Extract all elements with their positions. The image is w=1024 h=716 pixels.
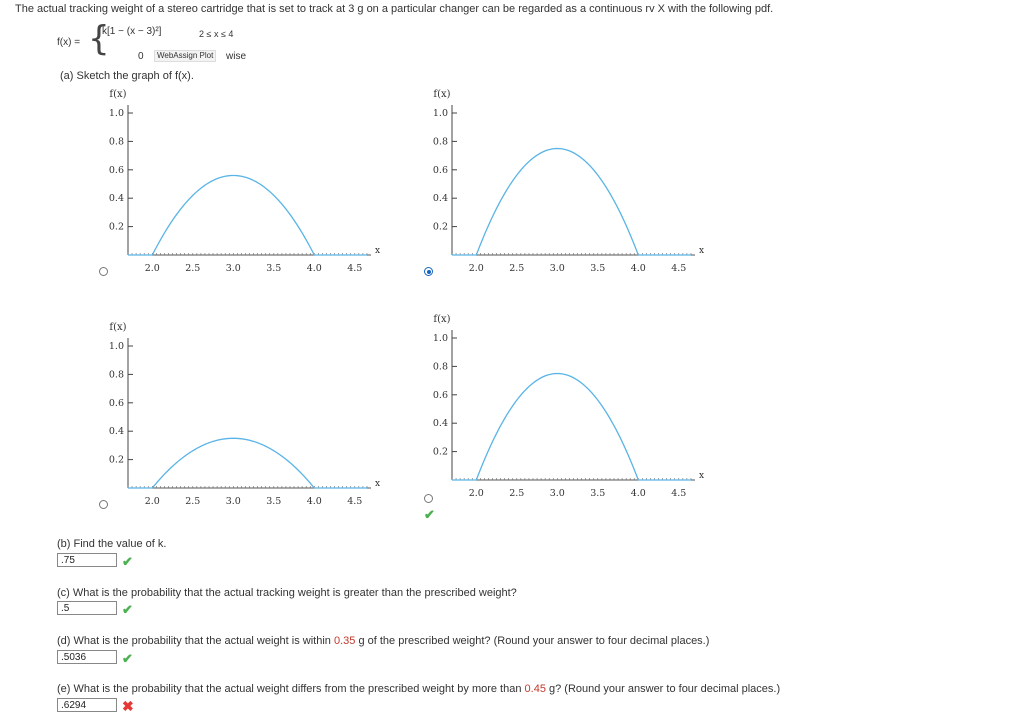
x-tick-label: 2.5 <box>185 263 201 274</box>
y-tick-label: 0.6 <box>108 397 124 409</box>
pdf-case2-cond: wise <box>226 51 247 62</box>
graph-option-1 <box>100 85 400 280</box>
x-tick-label: 2.0 <box>468 263 484 274</box>
y-tick-label: 0.4 <box>108 193 124 205</box>
part-d-prompt-post: g of the prescribed weight? (Round your answer to four decimal places.) <box>355 635 710 647</box>
x-tick-label: 4.5 <box>671 488 687 499</box>
x-tick-label: 3.0 <box>549 263 565 274</box>
x-axis-label: x <box>699 246 705 256</box>
y-tick-label: 0.8 <box>108 136 124 148</box>
part-e-value: 0.45 <box>524 683 546 695</box>
part-e-prompt-post: g? (Round your answer to four decimal places.) <box>545 683 781 695</box>
x-axis-label: x <box>699 471 705 481</box>
x-tick-label: 2.0 <box>144 496 160 507</box>
radio-option-2[interactable] <box>424 267 433 276</box>
y-tick-label: 0.6 <box>432 164 448 176</box>
graph-option-3 <box>100 318 400 513</box>
check-icon: ✔ <box>122 602 133 617</box>
x-tick-label: 3.0 <box>225 496 241 507</box>
x-tick-label: 3.5 <box>266 496 282 507</box>
x-tick-label: 3.5 <box>590 263 606 274</box>
pdf-curve <box>152 175 314 255</box>
radio-option-4[interactable] <box>424 494 433 503</box>
y-axis-label: f(x) <box>433 314 451 325</box>
part-b-answer-input[interactable]: .75 <box>57 553 117 567</box>
part-d-value: 0.35 <box>333 635 356 647</box>
graph-option-4 <box>424 310 724 505</box>
x-axis-label: x <box>375 479 381 489</box>
x-tick-label: 2.5 <box>509 263 525 274</box>
graph-option-2 <box>424 85 724 280</box>
y-axis-label: f(x) <box>433 89 451 100</box>
x-axis-label: x <box>375 246 381 256</box>
x-tick-label: 2.0 <box>144 263 160 274</box>
x-tick-label: 3.5 <box>590 488 606 499</box>
x-tick-label: 4.0 <box>306 496 322 507</box>
y-axis-label: f(x) <box>109 322 127 333</box>
part-b-prompt: (b) Find the value of k. <box>57 538 167 550</box>
y-tick-label: 0.2 <box>432 221 448 233</box>
brace: { <box>88 19 110 59</box>
pdf-case1-expr: k[1 − (x − 3)²] <box>102 26 162 37</box>
y-tick-label: 1.0 <box>432 108 448 119</box>
part-d-answer-input[interactable]: .5036 <box>57 650 117 664</box>
pdf-case2-expr: 0 <box>138 51 144 62</box>
y-tick-label: 0.2 <box>108 221 124 233</box>
y-tick-label: 0.4 <box>432 418 448 430</box>
pdf-lhs: f(x) = <box>57 37 81 48</box>
x-tick-label: 4.0 <box>630 488 646 499</box>
y-tick-label: 1.0 <box>108 108 124 119</box>
part-e-prompt <box>57 683 780 695</box>
x-tick-label: 4.0 <box>630 263 646 274</box>
cross-icon: ✖ <box>122 698 134 714</box>
pdf-curve <box>476 374 638 481</box>
y-tick-label: 0.6 <box>432 389 448 401</box>
x-tick-label: 3.0 <box>225 263 241 274</box>
webassign-plot-tag: WebAssign Plot <box>154 50 216 62</box>
x-tick-label: 2.0 <box>468 488 484 499</box>
part-e-answer-input[interactable]: .6294 <box>57 698 117 712</box>
question-intro: The actual tracking weight of a stereo cartridge that is set to track at 3 g on a particular changer can be regarded as a continuous rv X with the following pdf. <box>15 3 774 15</box>
part-d-prompt-pre: (d) What is the probability that the actual weight is within <box>57 635 334 647</box>
check-icon: ✔ <box>122 651 133 666</box>
check-icon: ✔ <box>424 507 435 522</box>
x-tick-label: 2.5 <box>509 488 525 499</box>
x-tick-label: 4.5 <box>347 263 363 274</box>
y-tick-label: 0.2 <box>432 446 448 458</box>
y-tick-label: 0.8 <box>432 361 448 373</box>
part-c-prompt: (c) What is the probability that the actual tracking weight is greater than the prescribed weight? <box>57 587 517 599</box>
x-tick-label: 4.5 <box>671 263 687 274</box>
y-tick-label: 1.0 <box>432 333 448 344</box>
y-tick-label: 0.2 <box>108 454 124 466</box>
y-tick-label: 0.8 <box>108 369 124 381</box>
x-tick-label: 2.5 <box>185 496 201 507</box>
y-tick-label: 0.6 <box>108 164 124 176</box>
x-tick-label: 4.0 <box>306 263 322 274</box>
pdf-curve <box>152 438 314 488</box>
y-tick-label: 0.4 <box>432 193 448 205</box>
y-tick-label: 0.8 <box>432 136 448 148</box>
part-d-prompt <box>57 635 709 647</box>
x-tick-label: 3.5 <box>266 263 282 274</box>
y-tick-label: 1.0 <box>108 341 124 352</box>
x-tick-label: 3.0 <box>549 488 565 499</box>
part-c-answer-input[interactable]: .5 <box>57 601 117 615</box>
x-tick-label: 4.5 <box>347 496 363 507</box>
part-e-prompt-pre: (e) What is the probability that the actual weight differs from the prescribed weight by more than <box>57 683 525 695</box>
y-tick-label: 0.4 <box>108 426 124 438</box>
y-axis-label: f(x) <box>109 89 127 100</box>
part-a-prompt: (a) Sketch the graph of f(x). <box>60 70 194 82</box>
pdf-curve <box>476 149 638 256</box>
radio-option-1[interactable] <box>99 267 108 276</box>
radio-option-3[interactable] <box>99 500 108 509</box>
pdf-case1-cond: 2 ≤ x ≤ 4 <box>199 29 234 39</box>
check-icon: ✔ <box>122 554 133 569</box>
